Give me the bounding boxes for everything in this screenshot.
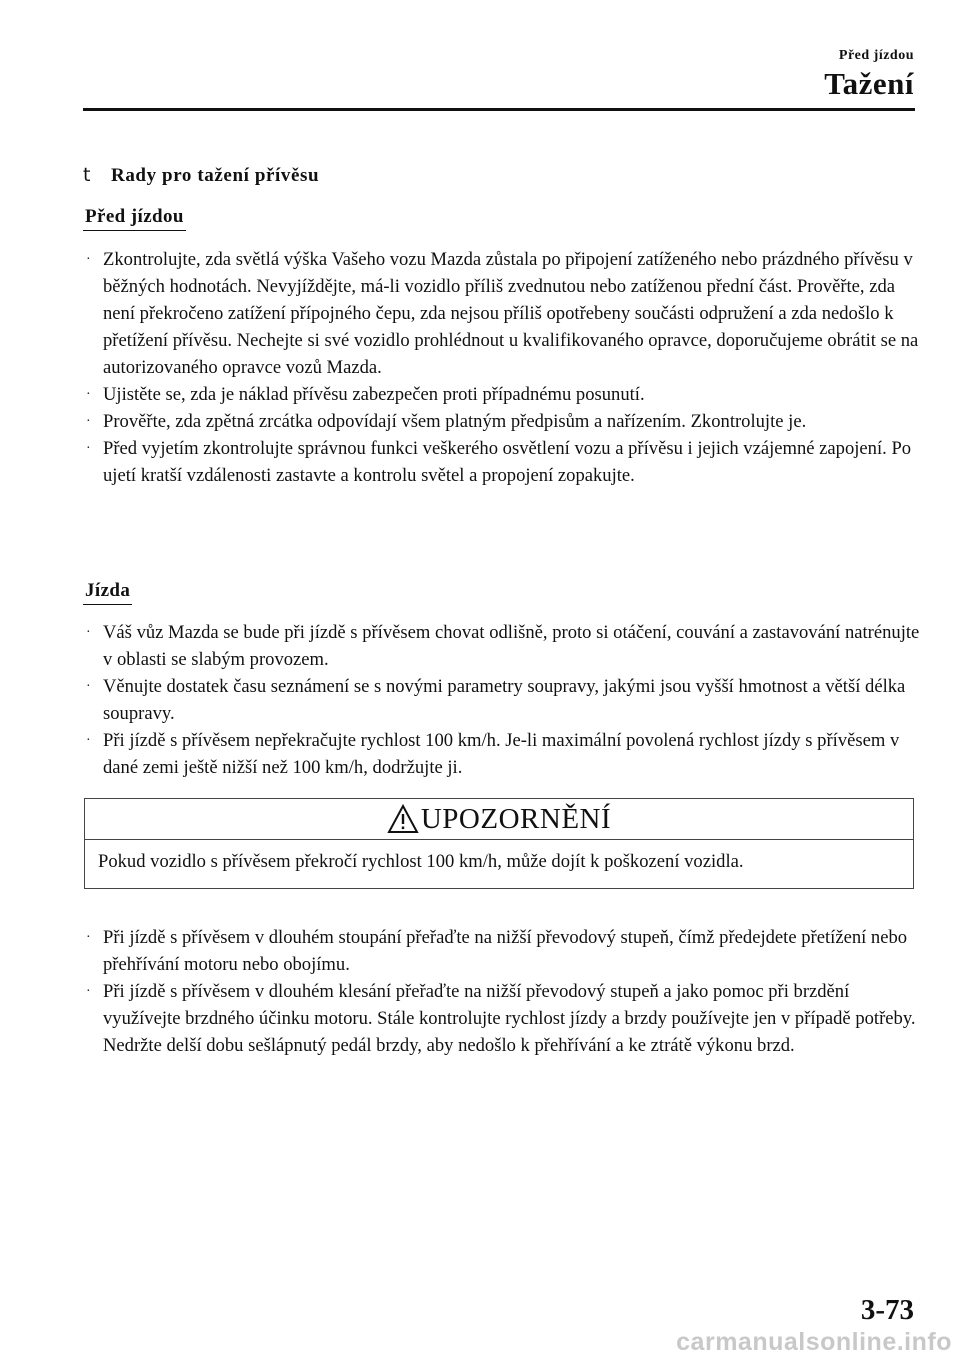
before-driving-list [86, 246, 921, 489]
warning-header [85, 799, 913, 840]
list-item: · Prověřte, zda zpětná zrcátka odpovídají všem platným předpisům a nařízením. Zkontrolujte je. [86, 411, 807, 432]
list-item: · Váš vůz Mazda se bude při jízdě s přívěsem chovat odlišně, proto si otáčení, couvání a zastavování natrénujte v oblasti se slabým provozem. [86, 622, 920, 670]
after-warning-list [86, 924, 921, 1059]
subheading-driving: Jízda [83, 580, 132, 605]
warning-text: Pokud vozidlo s přívěsem překročí rychlost 100 km/h, může dojít k poškození vozidla. [98, 851, 744, 872]
list-item: · Při jízdě s přívěsem v dlouhém klesání přeřaďte na nižší převodový stupeň a jako pomoc při brzdění využívejte brzdného účinku motoru. Stále kontrolujte rychlost jízdy a brzdy používejte jen v případě potřeby. Nedržte delší dobu sešlápnutý pedál brzdy, aby nedošlo k přehřívání a ke ztrátě výkonu brzd. [86, 981, 916, 1056]
page-number: 3-73 [860, 1294, 914, 1326]
warning-title: UPOZORNĚNÍ [420, 802, 612, 835]
driving-list [86, 619, 921, 781]
list-item: · Při jízdě s přívěsem nepřekračujte rychlost 100 km/h. Je-li maximální povolená rychlost jízdy s přívěsem v dané zemi ještě nižší než 100 km/h, dodržujte ji. [86, 730, 900, 778]
warning-triangle-icon [387, 804, 419, 834]
warning-box [84, 798, 914, 889]
list-item: · Ujistěte se, zda je náklad přívěsu zabezpečen proti případnému posunutí. [86, 384, 645, 405]
chapter-label: Před jízdou [838, 48, 914, 63]
header-divider [83, 108, 915, 111]
section-marker: t [83, 164, 92, 186]
subheading-before-driving: Před jízdou [83, 206, 186, 231]
list-item: · Před vyjetím zkontrolujte správnou funkci veškerého osvětlení vozu a přívěsu i jejich vzájemné zapojení. Po ujetí kratší vzdálenosti zastavte a kontrolu světel a propojení zopakujte. [86, 438, 912, 486]
watermark: carmanualsonline.info [676, 1328, 952, 1356]
list-item: · Zkontrolujte, zda světlá výška Vašeho vozu Mazda zůstala po připojení zatíženého nebo prázdného přívěsu v běžných hodnotách. Nevyjíždějte, má-li vozidlo příliš zvednutou nebo zatíženou přední část. Prověřte, zda není překročeno zatížení přípojného čepu, zda nejsou příliš opotřebeny součásti odpružení a zda nedošlo k přetížení přívěsu. Nechejte si své vozidlo prohlédnout u kvalifikovaného opravce, doporučujeme obrátit se na autorizovaného opravce vozů Mazda. [86, 249, 919, 378]
section-title-text: Rady pro tažení přívěsu [111, 165, 320, 186]
list-item: · Při jízdě s přívěsem v dlouhém stoupání přeřaďte na nižší převodový stupeň, čímž předejdete přetížení nebo přehřívání motoru nebo obojímu. [86, 927, 908, 975]
page-title: Tažení [824, 66, 914, 101]
section-title [83, 164, 319, 187]
list-item: · Věnujte dostatek času seznámení se s novými parametry soupravy, jakými jsou vyšší hmotnost a větší délka soupravy. [86, 676, 906, 724]
